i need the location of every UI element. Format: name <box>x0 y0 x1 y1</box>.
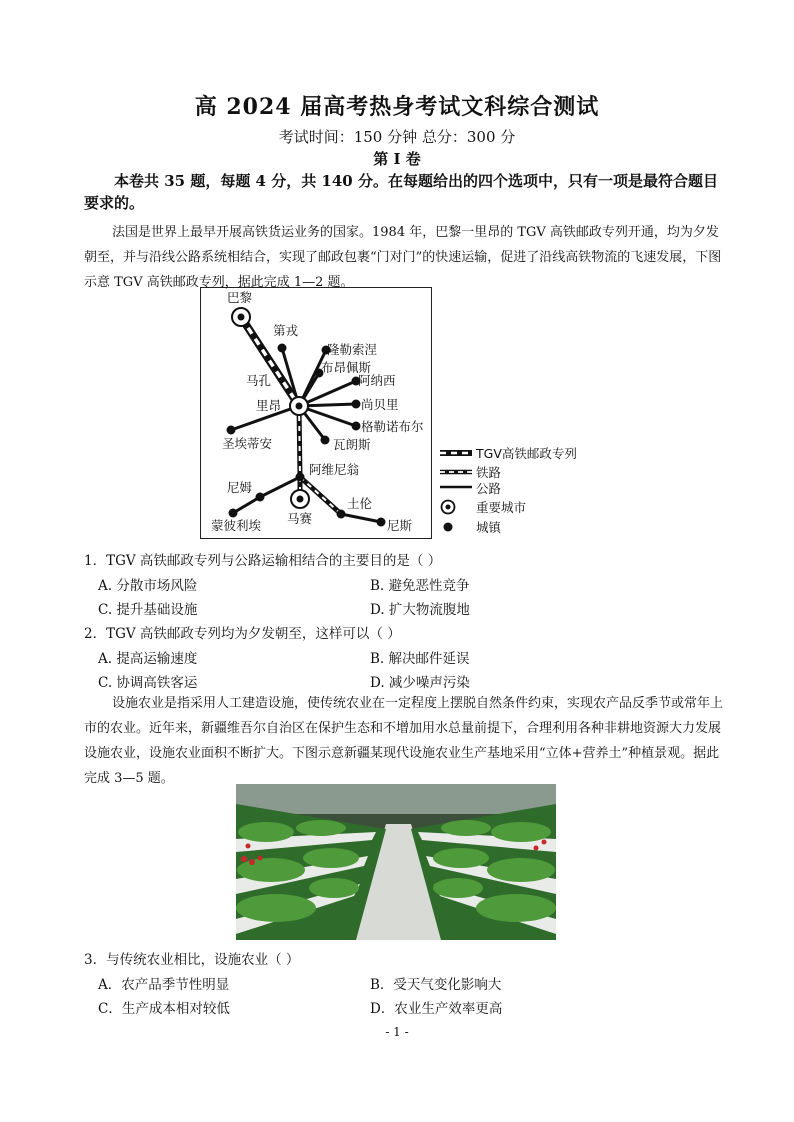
label-lelesonie: 隆勒索涅 <box>327 342 378 357</box>
question-1 <box>84 549 441 569</box>
tgv-map-svg <box>201 288 431 538</box>
label-bourg: 布昂佩斯 <box>321 360 372 375</box>
legend-rail: 铁路 <box>476 465 502 480</box>
label-saint-etienne: 圣埃蒂安 <box>222 436 273 451</box>
legend-major-city: 重要城市 <box>476 500 527 515</box>
page-number: - 1 - <box>385 1025 409 1039</box>
q1-option-c: C. 提升基础设施 <box>98 602 198 618</box>
label-annecy: 阿纳西 <box>358 373 396 388</box>
label-paris: 巴黎 <box>227 290 253 305</box>
label-montpellier: 蒙彼利埃 <box>211 518 262 533</box>
instructions: 本卷共 35 题，每题 4 分，共 140 分。在每题给出的四个选项中，只有一项是最符合题目要求的。 <box>84 172 718 212</box>
greenhouse-photo <box>236 784 556 940</box>
label-dijon: 第戎 <box>273 323 299 338</box>
legend-svg <box>438 443 618 543</box>
label-marseille: 马赛 <box>287 511 313 526</box>
label-lyon: 里昂 <box>256 398 282 413</box>
legend-tgv: TGV高铁邮政专列 <box>476 446 577 461</box>
q2-option-c: C. 协调高铁客运 <box>98 675 198 691</box>
tgv-map <box>200 287 432 539</box>
q1-option-d: D. 扩大物流腹地 <box>370 602 470 618</box>
greenhouse-photo-svg <box>236 784 556 940</box>
map-legend <box>438 443 618 543</box>
label-valence: 瓦朗斯 <box>333 437 371 452</box>
q2-option-a: A. 提高运输速度 <box>98 651 198 667</box>
q2-option-b: B. 解决邮件延误 <box>370 651 470 667</box>
q3-option-b: B．受天气变化影响大 <box>370 977 502 993</box>
question-2-text: TGV 高铁邮政专列均为夕发朝至，这样可以（ ） <box>106 626 401 642</box>
question-1-number: 1． <box>84 553 107 569</box>
label-mahe: 马孔 <box>246 373 272 388</box>
legend-town: 城镇 <box>476 520 502 535</box>
exam-title: 高 2024 届高考热身考试文科综合测试 <box>194 94 600 120</box>
legend-road: 公路 <box>476 481 502 496</box>
q1-option-b: B. 避免恶性竞争 <box>370 578 470 594</box>
q3-option-c: C．生产成本相对较低 <box>98 1001 230 1017</box>
question-3 <box>84 948 299 968</box>
passage-1: 法国是世界上最早开展高铁货运业务的国家。1984 年，巴黎一里昂的 TGV 高铁邮政专列开通，均为夕发朝至，并与沿线公路系统相结合，实现了邮政包裹“门对门”的快速运输，促进了沿线高铁物流的飞速发展，下图示意 TGV 高铁邮政专列，据此完成 1—2 题。 <box>84 225 722 290</box>
label-chambery: 尚贝里 <box>361 397 399 412</box>
label-avignon: 阿维尼翁 <box>309 462 360 477</box>
label-nimes: 尼姆 <box>227 480 253 495</box>
question-2 <box>84 622 401 642</box>
question-1-text: TGV 高铁邮政专列与公路运输相结合的主要目的是（ ） <box>106 553 442 569</box>
volume-label: 第 Ⅰ 卷 <box>373 150 421 168</box>
q3-option-a: A．农产品季节性明显 <box>98 977 230 993</box>
question-2-number: 2． <box>84 626 107 642</box>
label-grenoble: 格勒诺布尔 <box>361 419 424 434</box>
question-3-number: 3． <box>84 952 107 968</box>
question-3-text: 与传统农业相比，设施农业（ ） <box>106 952 300 968</box>
passage-2: 设施农业是指采用人工建造设施，使传统农业在一定程度上摆脱自然条件约束，实现农产品反季节或常年上市的农业。近年来，新疆维吾尔自治区在保护生态和不增加用水总量前提下，合理利用各种非耕地资源大力发展设施农业，设施农业面积不断扩大。下图示意新疆某现代设施农业生产基地采用“立体+营养土”种植景观。据此完成 3—5 题。 <box>84 696 724 786</box>
q2-option-d: D. 减少噪声污染 <box>370 675 470 691</box>
label-toulon: 土伦 <box>347 496 373 511</box>
label-nice: 尼斯 <box>387 518 413 533</box>
q3-option-d: D．农业生产效率更高 <box>370 1001 503 1017</box>
q1-option-a: A. 分散市场风险 <box>98 578 198 594</box>
exam-subtitle: 考试时间：150 分钟 总分：300 分 <box>278 128 516 146</box>
